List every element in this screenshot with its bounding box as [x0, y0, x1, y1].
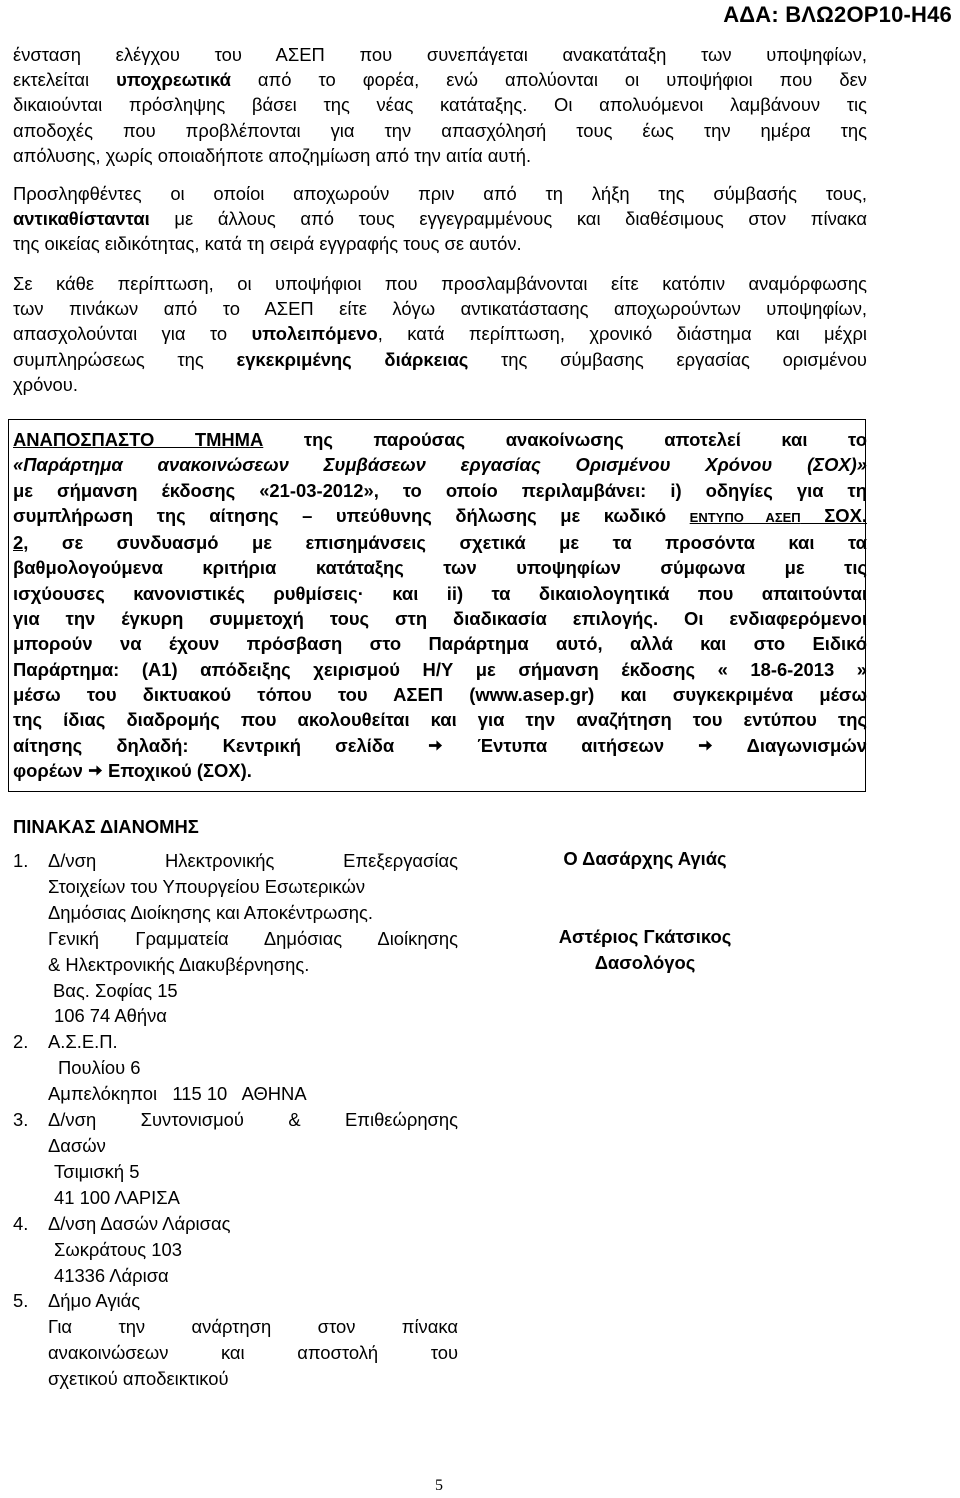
text-line: «Παράρτημα ανακοινώσεων Συμβάσεων εργασίας Ορισμένου Χρόνου (ΣΟΧ)» [13, 454, 867, 476]
text-line: συμπλήρωση της αίτησης – υπεύθυνης δήλωσης με κωδικό ΕΝΤΥΠΟ ΑΣΕΠ ΣΟΧ. [13, 504, 867, 526]
list-item-line: & Ηλεκτρονικής Διακυβέρνησης. [48, 953, 310, 975]
paragraph-objection [13, 42, 867, 168]
list-item-line: Δημόσιας Διοίκησης και Αποκέντρωσης. [48, 901, 373, 923]
text-line: δικαιούνται πρόσληψης βάσει της νέας κατάταξης. Οι απολυόμενοι λαμβάνουν τις [13, 94, 867, 116]
list-item: 5. Δήμο Αγιάς [13, 1290, 141, 1312]
list-item: 1. Δ/νση Ηλεκτρονικής Επεξεργασίας [13, 850, 458, 871]
text-line: εκτελείται υποχρεωτικά από το φορέα, ενώ απολύονται οι υποψήφιοι που δεν [13, 69, 867, 91]
text-line: ισχύουσες κανονιστικές ρυθμίσεις· και ii) τα δικαιολογητικά που απαιτούνται [13, 582, 867, 604]
text-line: συμπληρώσεως της εγκεκριμένης διάρκειας της σύμβασης εργασίας ορισμένου [13, 348, 867, 370]
text-line: αποδοχές που προβλέπονται για την απασχόλησή τους έως την ημέρα της [13, 119, 867, 141]
signatory-name: Αστέριος Γκάτσικος [558, 926, 732, 947]
page-number: 5 [435, 1477, 443, 1494]
signatory-role: Ο Δασάρχης Αγιάς [563, 848, 727, 869]
text-line: Παράρτημα: (Α1) απόδειξης χειρισμού Η/Υ με σήμανση έκδοσης « 18-6-2013 » [13, 658, 867, 680]
list-item: 4. Δ/νση Δασών Λάρισας [13, 1212, 231, 1234]
list-item-line: Τσιμισκή 5 [54, 1160, 140, 1182]
paragraph-employment-duration [13, 271, 867, 397]
list-item-line: Δασών [48, 1134, 106, 1156]
list-item-line: 41336 Λάρισα [54, 1264, 169, 1286]
list-item-line: σχετικού αποδεικτικού [48, 1368, 229, 1390]
text-line: Προσληφθέντες οι οποίοι αποχωρούν πριν από τη λήξη της σύμβασής τους, [13, 183, 867, 204]
text-line: αίτησης δηλαδή: Κεντρική σελίδα Έντυπα αιτήσεων Διαγωνισμών [13, 734, 867, 756]
distribution-list [13, 848, 458, 1392]
text-line: ένσταση ελέγχου του ΑΣΕΠ που συνεπάγεται ανακατάταξη των υποψηφίων, [13, 44, 867, 65]
list-item-line: 106 74 Αθήνα [54, 1005, 167, 1027]
paragraph-replacement [13, 181, 867, 257]
text-line: μέσω του δικτυακού τόπου του ΑΣΕΠ (www.asep.gr) και συγκεκριμένα μέσω [13, 683, 867, 705]
notice-text [13, 427, 867, 783]
arrow-right-icon [698, 738, 713, 753]
text-line: των πινάκων από το ΑΣΕΠ είτε λόγω αντικατάστασης αποχωρούντων υποψηφίων, [13, 298, 867, 320]
list-item-line: Στοιχείων του Υπουργείου Εσωτερικών [48, 875, 366, 897]
text-line: μπορούν να έχουν πρόσβαση στο Παράρτημα αυτό, αλλά και στο Ειδικό [13, 633, 867, 655]
list-item-line: Για την ανάρτηση στον πίνακα [48, 1316, 458, 1338]
text-line: ΑΝΑΠΟΣΠΑΣΤΟ ΤΜΗΜΑ της παρούσας ανακοίνωσης αποτελεί και το [13, 429, 867, 450]
list-item-line: Πουλίου 6 [58, 1057, 141, 1079]
ada-code: ΑΔΑ: ΒΛΩ2ΟΡ10-Η46 [723, 2, 952, 27]
text-line: 2, σε συνδυασμό με επισημάνσεις σχετικά με τα προσόντα και τα [13, 532, 867, 554]
text-line: με σήμανση έκδοσης «21-03-2012», το οποίο περιλαμβάνει: i) οδηγίες για τη [13, 479, 867, 501]
list-item-line: Βας. Σοφίας 15 [53, 979, 178, 1001]
list-item-line: Γενική Γραμματεία Δημόσιας Διοίκησης [48, 927, 458, 949]
text-line: της ίδιας διαδρομής που ακολουθείται και για την αναζήτηση του εντύπου της [13, 709, 867, 731]
list-item-line: Αμπελόκηποι 115 10 ΑΘΗΝΑ [48, 1083, 307, 1105]
text-line: της οικείας ειδικότητας, κατά τη σειρά εγγραφής τους σε αυτόν. [13, 233, 522, 255]
list-item-line: 41 100 ΛΑΡΙΣΑ [54, 1186, 180, 1208]
text-line: απασχολούνται για το υπολειπόμενο, κατά περίπτωση, χρονικό διάστημα και μέχρι [13, 323, 867, 345]
arrow-right-icon [428, 738, 443, 753]
text-line: Σε κάθε περίπτωση, οι υποψήφιοι που προσλαμβάνονται είτε κατόπιν αναμόρφωσης [13, 273, 867, 294]
text-line: για την έγκυρη συμμετοχή τους στη διαδικασία επιλογής. Οι ενδιαφερόμενοι [13, 608, 867, 630]
text-line: απόλυσης, χωρίς οποιαδήποτε αποζημίωση από την αιτία αυτή. [13, 144, 532, 166]
text-line: φορέων Εποχικού (ΣΟΧ). [13, 759, 252, 781]
text-line: βαθμολογούμενα κριτήρια κατάταξης των υποψηφίων σύμφωνα με τις [13, 557, 867, 579]
list-item-line: ανακοινώσεων και αποστολή του [48, 1342, 458, 1364]
text-line: χρόνου. [13, 373, 78, 395]
list-item: 3. Δ/νση Συντονισμού & Επιθεώρησης [13, 1109, 458, 1131]
distribution-title: ΠΙΝΑΚΑΣ ΔΙΑΝΟΜΗΣ [13, 816, 199, 837]
arrow-right-icon [88, 763, 103, 778]
text-line: αντικαθίστανται με άλλους από τους εγγεγραμμένους και διαθέσιμους στον πίνακα [13, 208, 867, 230]
list-item-line: Σωκράτους 103 [54, 1238, 182, 1260]
list-item: 2. Α.Σ.Ε.Π. [13, 1031, 118, 1053]
signatory-title: Δασολόγος [594, 952, 696, 973]
